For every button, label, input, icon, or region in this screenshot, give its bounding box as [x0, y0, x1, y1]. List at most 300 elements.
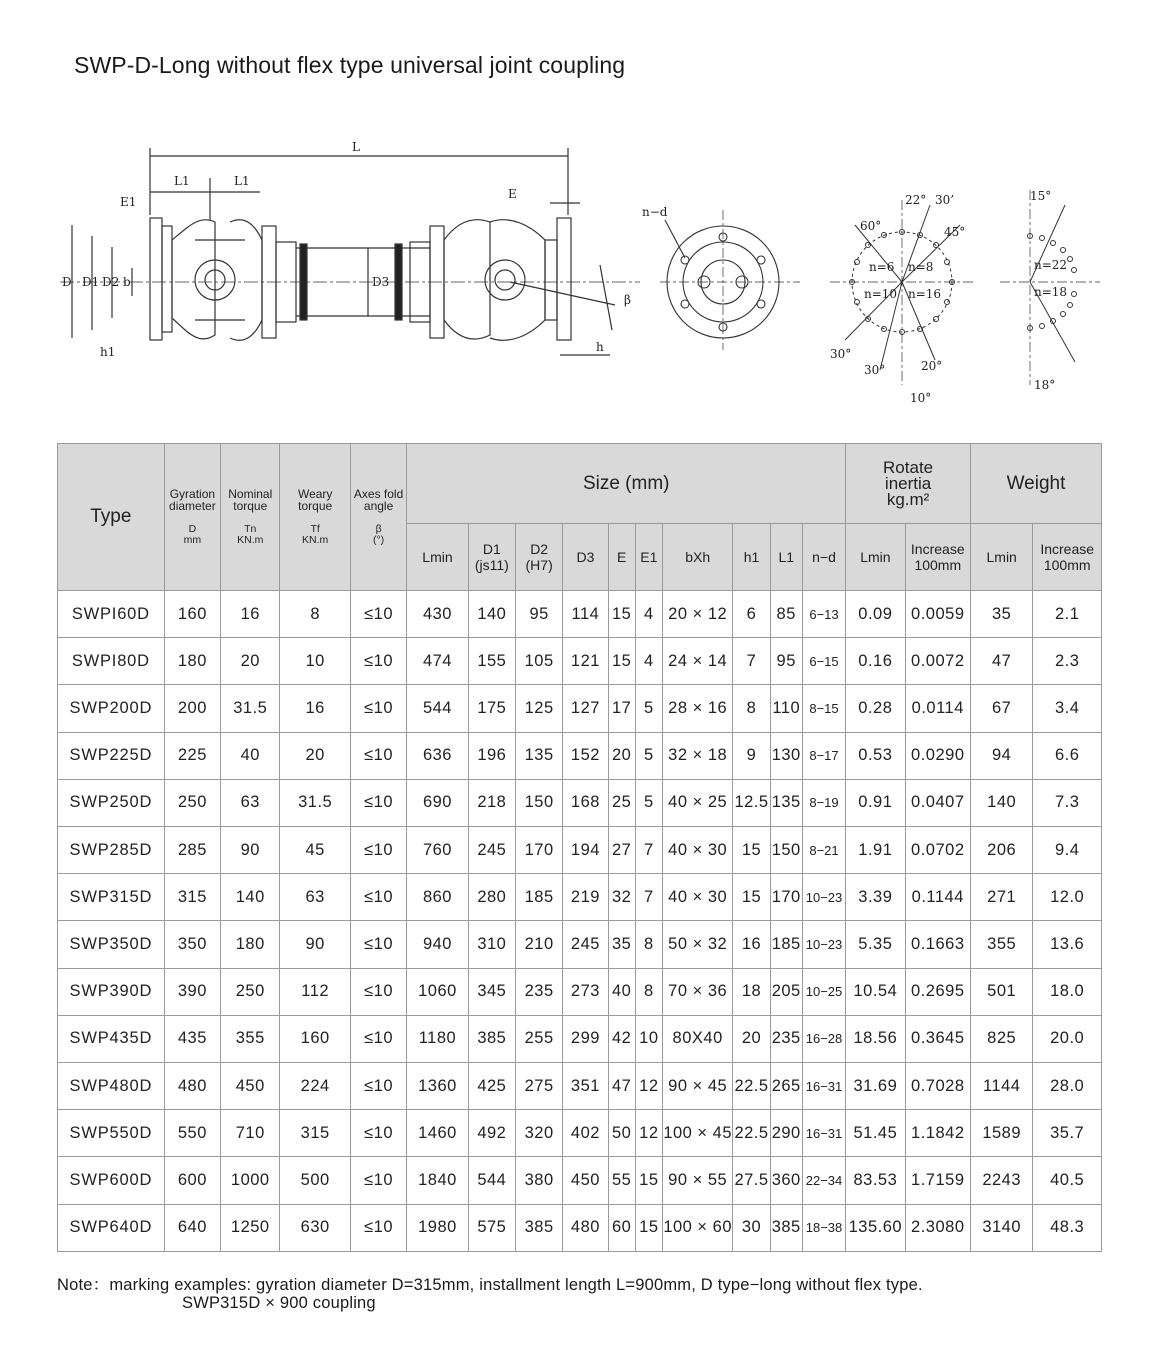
- cell-e1: 12: [635, 1063, 662, 1110]
- cell-axes-angle: ≤10: [350, 874, 406, 921]
- cell-nominal-torque: 1250: [221, 1204, 280, 1251]
- cell-nominal-torque: 450: [221, 1063, 280, 1110]
- cell-weight-increase: 12.0: [1033, 874, 1102, 921]
- cell-bxh: 80X40: [662, 1015, 732, 1062]
- angle-22: 22°: [905, 193, 927, 207]
- cell-type: SWP480D: [58, 1063, 165, 1110]
- cell-d1: 175: [468, 685, 515, 732]
- cell-nominal-torque: 63: [221, 779, 280, 826]
- cell-type: SWP285D: [58, 827, 165, 874]
- cell-h1: 15: [733, 874, 770, 921]
- cell-n-d: 8−15: [802, 685, 845, 732]
- holes-n22: n=22: [1034, 258, 1068, 272]
- cell-lmin: 1460: [407, 1110, 468, 1157]
- holes-n6: n=6: [869, 260, 895, 274]
- cell-rotate-increase: 2.3080: [905, 1204, 970, 1251]
- cell-e: 25: [608, 779, 635, 826]
- cell-e1: 15: [635, 1157, 662, 1204]
- cell-axes-angle: ≤10: [350, 1015, 406, 1062]
- header-nominal-torque: Nominal torque Tn KN.m: [221, 444, 280, 591]
- cell-rotate-lmin: 1.91: [846, 827, 905, 874]
- header-d3: D3: [563, 524, 608, 591]
- cell-lmin: 430: [407, 591, 468, 638]
- cell-gyration-diameter: 225: [164, 732, 220, 779]
- cell-e1: 10: [635, 1015, 662, 1062]
- coupling-spec-table: [57, 443, 1102, 1252]
- cell-d1: 385: [468, 1015, 515, 1062]
- cell-weary-torque: 90: [280, 921, 350, 968]
- cell-weight-lmin: 355: [970, 921, 1032, 968]
- cell-bxh: 100 × 60: [662, 1204, 732, 1251]
- cell-d3: 168: [563, 779, 608, 826]
- header-axes-angle: Axes fold angle β (°): [350, 444, 406, 591]
- cell-h1: 6: [733, 591, 770, 638]
- cell-h1: 15: [733, 827, 770, 874]
- dim-E: E: [508, 187, 517, 201]
- header-type: Type: [58, 444, 165, 591]
- cell-bxh: 40 × 25: [662, 779, 732, 826]
- table-row: [58, 591, 1102, 638]
- cell-d2: 135: [515, 732, 562, 779]
- cell-gyration-diameter: 350: [164, 921, 220, 968]
- cell-d1: 425: [468, 1063, 515, 1110]
- cell-rotate-increase: 1.7159: [905, 1157, 970, 1204]
- holes-n10: n=10: [864, 287, 898, 301]
- angle-10: 10°: [910, 391, 932, 405]
- cell-bxh: 40 × 30: [662, 827, 732, 874]
- cell-rotate-increase: 0.0702: [905, 827, 970, 874]
- cell-d2: 95: [515, 591, 562, 638]
- cell-d1: 218: [468, 779, 515, 826]
- angle-60: 60°: [860, 219, 882, 233]
- cell-l1: 170: [770, 874, 802, 921]
- cell-h1: 27.5: [733, 1157, 770, 1204]
- cell-rotate-lmin: 83.53: [846, 1157, 905, 1204]
- dim-L: L: [352, 140, 360, 154]
- cell-e: 32: [608, 874, 635, 921]
- cell-n-d: 10−25: [802, 968, 845, 1015]
- cell-rotate-lmin: 10.54: [846, 968, 905, 1015]
- cell-gyration-diameter: 315: [164, 874, 220, 921]
- table-row: [58, 874, 1102, 921]
- cell-weary-torque: 20: [280, 732, 350, 779]
- dim-L1-left: L1: [174, 174, 190, 188]
- cell-rotate-increase: 0.0407: [905, 779, 970, 826]
- cell-l1: 235: [770, 1015, 802, 1062]
- cell-gyration-diameter: 250: [164, 779, 220, 826]
- cell-weary-torque: 63: [280, 874, 350, 921]
- cell-e: 60: [608, 1204, 635, 1251]
- cell-weight-increase: 7.3: [1033, 779, 1102, 826]
- cell-weight-increase: 20.0: [1033, 1015, 1102, 1062]
- cell-type: SWPI60D: [58, 591, 165, 638]
- cell-type: SWP350D: [58, 921, 165, 968]
- cell-bxh: 50 × 32: [662, 921, 732, 968]
- cell-axes-angle: ≤10: [350, 827, 406, 874]
- cell-lmin: 1060: [407, 968, 468, 1015]
- cell-n-d: 8−19: [802, 779, 845, 826]
- cell-nominal-torque: 250: [221, 968, 280, 1015]
- table-row: [58, 827, 1102, 874]
- cell-nominal-torque: 140: [221, 874, 280, 921]
- cell-weight-increase: 2.3: [1033, 638, 1102, 685]
- dim-E1: E1: [120, 195, 137, 209]
- cell-l1: 85: [770, 591, 802, 638]
- cell-nominal-torque: 20: [221, 638, 280, 685]
- cell-rotate-increase: 0.0290: [905, 732, 970, 779]
- cell-d3: 351: [563, 1063, 608, 1110]
- note-example: SWP315D × 900 coupling: [182, 1294, 376, 1312]
- cell-d3: 127: [563, 685, 608, 732]
- cell-rotate-lmin: 3.39: [846, 874, 905, 921]
- cell-weary-torque: 160: [280, 1015, 350, 1062]
- cell-weary-torque: 224: [280, 1063, 350, 1110]
- cell-e1: 7: [635, 874, 662, 921]
- header-weight-lmin: Lmin: [970, 524, 1032, 591]
- cell-weight-increase: 35.7: [1033, 1110, 1102, 1157]
- cell-d1: 345: [468, 968, 515, 1015]
- cell-weary-torque: 8: [280, 591, 350, 638]
- cell-d3: 152: [563, 732, 608, 779]
- cell-axes-angle: ≤10: [350, 638, 406, 685]
- cell-type: SWP435D: [58, 1015, 165, 1062]
- cell-type: SWP250D: [58, 779, 165, 826]
- cell-rotate-increase: 0.1663: [905, 921, 970, 968]
- cell-nominal-torque: 1000: [221, 1157, 280, 1204]
- cell-rotate-increase: 0.3645: [905, 1015, 970, 1062]
- angle-15: 15°: [1030, 189, 1052, 203]
- cell-gyration-diameter: 600: [164, 1157, 220, 1204]
- cell-d3: 450: [563, 1157, 608, 1204]
- holes-n8: n=8: [908, 260, 934, 274]
- cell-nominal-torque: 355: [221, 1015, 280, 1062]
- cell-weary-torque: 112: [280, 968, 350, 1015]
- cell-d2: 320: [515, 1110, 562, 1157]
- cell-gyration-diameter: 200: [164, 685, 220, 732]
- cell-d1: 544: [468, 1157, 515, 1204]
- cell-gyration-diameter: 160: [164, 591, 220, 638]
- cell-weight-lmin: 67: [970, 685, 1032, 732]
- cell-rotate-lmin: 135.60: [846, 1204, 905, 1251]
- table-row: [58, 1063, 1102, 1110]
- note-text: Note：marking examples: gyration diameter D=315mm, installment length L=900mm, D type−long without flex type.: [57, 1276, 923, 1294]
- angle-20: 20°: [921, 359, 943, 373]
- header-weight: Weight: [970, 444, 1101, 524]
- cell-h1: 20: [733, 1015, 770, 1062]
- cell-weight-increase: 3.4: [1033, 685, 1102, 732]
- cell-type: SWP315D: [58, 874, 165, 921]
- cell-h1: 30: [733, 1204, 770, 1251]
- cell-l1: 265: [770, 1063, 802, 1110]
- table-row: [58, 968, 1102, 1015]
- cell-type: SWP225D: [58, 732, 165, 779]
- table-row: [58, 921, 1102, 968]
- cell-h1: 12.5: [733, 779, 770, 826]
- cell-weight-lmin: 271: [970, 874, 1032, 921]
- cell-axes-angle: ≤10: [350, 968, 406, 1015]
- cell-weary-torque: 31.5: [280, 779, 350, 826]
- cell-l1: 290: [770, 1110, 802, 1157]
- table-row: [58, 779, 1102, 826]
- cell-bxh: 20 × 12: [662, 591, 732, 638]
- cell-gyration-diameter: 180: [164, 638, 220, 685]
- cell-type: SWPI80D: [58, 638, 165, 685]
- cell-l1: 185: [770, 921, 802, 968]
- cell-bxh: 90 × 45: [662, 1063, 732, 1110]
- dim-D1: D1: [82, 275, 100, 289]
- cell-d1: 196: [468, 732, 515, 779]
- cell-weight-increase: 9.4: [1033, 827, 1102, 874]
- header-d1: D1 (js11): [468, 524, 515, 591]
- cell-lmin: 860: [407, 874, 468, 921]
- cell-bxh: 40 × 30: [662, 874, 732, 921]
- cell-d3: 402: [563, 1110, 608, 1157]
- cell-e1: 5: [635, 685, 662, 732]
- cell-h1: 16: [733, 921, 770, 968]
- cell-axes-angle: ≤10: [350, 591, 406, 638]
- header-size: Size (mm): [407, 444, 846, 524]
- cell-d1: 280: [468, 874, 515, 921]
- dim-h1: h1: [100, 345, 116, 359]
- cell-gyration-diameter: 640: [164, 1204, 220, 1251]
- cell-d3: 273: [563, 968, 608, 1015]
- cell-axes-angle: ≤10: [350, 685, 406, 732]
- angle-18: 18°: [1034, 378, 1056, 392]
- cell-rotate-increase: 0.1144: [905, 874, 970, 921]
- cell-axes-angle: ≤10: [350, 779, 406, 826]
- cell-weary-torque: 630: [280, 1204, 350, 1251]
- cell-weight-lmin: 1144: [970, 1063, 1032, 1110]
- cell-n-d: 8−21: [802, 827, 845, 874]
- cell-weary-torque: 45: [280, 827, 350, 874]
- cell-nominal-torque: 16: [221, 591, 280, 638]
- cell-h1: 7: [733, 638, 770, 685]
- cell-lmin: 474: [407, 638, 468, 685]
- cell-d1: 140: [468, 591, 515, 638]
- dim-D2: D2: [102, 275, 120, 289]
- cell-l1: 130: [770, 732, 802, 779]
- cell-d2: 255: [515, 1015, 562, 1062]
- cell-nominal-torque: 90: [221, 827, 280, 874]
- cell-gyration-diameter: 480: [164, 1063, 220, 1110]
- header-rotate-inertia: Rotate inertia kg.m²: [846, 444, 971, 524]
- cell-e: 27: [608, 827, 635, 874]
- cell-rotate-lmin: 0.28: [846, 685, 905, 732]
- cell-nominal-torque: 710: [221, 1110, 280, 1157]
- cell-e1: 5: [635, 732, 662, 779]
- cell-weight-increase: 13.6: [1033, 921, 1102, 968]
- table-row: [58, 1110, 1102, 1157]
- cell-weight-lmin: 35: [970, 591, 1032, 638]
- cell-n-d: 10−23: [802, 874, 845, 921]
- dim-b: b: [123, 275, 131, 289]
- cell-d2: 185: [515, 874, 562, 921]
- cell-weight-lmin: 501: [970, 968, 1032, 1015]
- header-nd: n−d: [802, 524, 845, 591]
- cell-e1: 15: [635, 1204, 662, 1251]
- cell-l1: 95: [770, 638, 802, 685]
- cell-rotate-lmin: 31.69: [846, 1063, 905, 1110]
- cell-rotate-increase: 0.7028: [905, 1063, 970, 1110]
- cell-d3: 245: [563, 921, 608, 968]
- cell-weight-lmin: 2243: [970, 1157, 1032, 1204]
- cell-h1: 8: [733, 685, 770, 732]
- cell-e1: 4: [635, 638, 662, 685]
- cell-weight-lmin: 94: [970, 732, 1032, 779]
- cell-h1: 9: [733, 732, 770, 779]
- cell-d2: 125: [515, 685, 562, 732]
- cell-n-d: 22−34: [802, 1157, 845, 1204]
- cell-bxh: 100 × 45: [662, 1110, 732, 1157]
- cell-lmin: 636: [407, 732, 468, 779]
- cell-d3: 480: [563, 1204, 608, 1251]
- cell-axes-angle: ≤10: [350, 732, 406, 779]
- cell-weight-lmin: 3140: [970, 1204, 1032, 1251]
- cell-lmin: 760: [407, 827, 468, 874]
- angle-30-a: 30°: [830, 347, 852, 361]
- cell-rotate-lmin: 5.35: [846, 921, 905, 968]
- holes-n16: n=16: [908, 287, 942, 301]
- cell-rotate-increase: 0.0114: [905, 685, 970, 732]
- cell-rotate-increase: 0.2695: [905, 968, 970, 1015]
- cell-d1: 575: [468, 1204, 515, 1251]
- cell-h1: 22.5: [733, 1063, 770, 1110]
- table-row: [58, 1157, 1102, 1204]
- cell-d2: 150: [515, 779, 562, 826]
- cell-l1: 360: [770, 1157, 802, 1204]
- cell-d2: 105: [515, 638, 562, 685]
- cell-e: 55: [608, 1157, 635, 1204]
- cell-weary-torque: 315: [280, 1110, 350, 1157]
- cell-lmin: 544: [407, 685, 468, 732]
- header-h1: h1: [733, 524, 770, 591]
- cell-l1: 385: [770, 1204, 802, 1251]
- cell-d2: 170: [515, 827, 562, 874]
- cell-weight-increase: 48.3: [1033, 1204, 1102, 1251]
- header-bxh: bXh: [662, 524, 732, 591]
- cell-weight-lmin: 1589: [970, 1110, 1032, 1157]
- cell-h1: 22.5: [733, 1110, 770, 1157]
- page-title: SWP-D-Long without flex type universal joint coupling: [74, 52, 626, 78]
- cell-n-d: 6−15: [802, 638, 845, 685]
- cell-n-d: 16−31: [802, 1063, 845, 1110]
- cell-nominal-torque: 31.5: [221, 685, 280, 732]
- cell-axes-angle: ≤10: [350, 1110, 406, 1157]
- table-row: [58, 638, 1102, 685]
- cell-nominal-torque: 180: [221, 921, 280, 968]
- cell-type: SWP200D: [58, 685, 165, 732]
- cell-d1: 155: [468, 638, 515, 685]
- cell-type: SWP390D: [58, 968, 165, 1015]
- cell-weary-torque: 16: [280, 685, 350, 732]
- cell-e: 15: [608, 591, 635, 638]
- cell-e1: 12: [635, 1110, 662, 1157]
- cell-rotate-lmin: 0.53: [846, 732, 905, 779]
- header-weary-torque: Weary torque Tf KN.m: [280, 444, 350, 591]
- flange-holes-label: n−d: [642, 205, 668, 219]
- cell-weight-lmin: 206: [970, 827, 1032, 874]
- table-row: [58, 1015, 1102, 1062]
- cell-e: 35: [608, 921, 635, 968]
- cell-axes-angle: ≤10: [350, 1204, 406, 1251]
- cell-bxh: 70 × 36: [662, 968, 732, 1015]
- angle-45: 45°: [944, 225, 966, 239]
- cell-weary-torque: 10: [280, 638, 350, 685]
- cell-d2: 380: [515, 1157, 562, 1204]
- cell-weight-lmin: 140: [970, 779, 1032, 826]
- header-e: E: [608, 524, 635, 591]
- cell-axes-angle: ≤10: [350, 1063, 406, 1110]
- dim-h: h: [596, 340, 604, 354]
- cell-lmin: 1840: [407, 1157, 468, 1204]
- cell-d3: 299: [563, 1015, 608, 1062]
- cell-n-d: 18−38: [802, 1204, 845, 1251]
- cell-d3: 121: [563, 638, 608, 685]
- cell-e1: 7: [635, 827, 662, 874]
- cell-rotate-lmin: 51.45: [846, 1110, 905, 1157]
- cell-type: SWP600D: [58, 1157, 165, 1204]
- cell-rotate-lmin: 0.16: [846, 638, 905, 685]
- cell-d2: 210: [515, 921, 562, 968]
- cell-n-d: 16−28: [802, 1015, 845, 1062]
- cell-lmin: 940: [407, 921, 468, 968]
- holes-n18: n=18: [1034, 285, 1068, 299]
- cell-gyration-diameter: 550: [164, 1110, 220, 1157]
- cell-type: SWP640D: [58, 1204, 165, 1251]
- cell-n-d: 6−13: [802, 591, 845, 638]
- cell-e: 15: [608, 638, 635, 685]
- table-row: [58, 1204, 1102, 1251]
- cell-bxh: 32 × 18: [662, 732, 732, 779]
- cell-bxh: 28 × 16: [662, 685, 732, 732]
- header-lmin: Lmin: [407, 524, 468, 591]
- cell-d1: 310: [468, 921, 515, 968]
- cell-e: 40: [608, 968, 635, 1015]
- cell-weight-increase: 18.0: [1033, 968, 1102, 1015]
- dim-D3: D3: [372, 275, 390, 289]
- cell-e1: 8: [635, 921, 662, 968]
- cell-e: 20: [608, 732, 635, 779]
- cell-type: SWP550D: [58, 1110, 165, 1157]
- cell-gyration-diameter: 285: [164, 827, 220, 874]
- cell-n-d: 10−23: [802, 921, 845, 968]
- cell-weight-increase: 6.6: [1033, 732, 1102, 779]
- cell-weary-torque: 500: [280, 1157, 350, 1204]
- cell-l1: 150: [770, 827, 802, 874]
- cell-n-d: 8−17: [802, 732, 845, 779]
- cell-d3: 114: [563, 591, 608, 638]
- cell-l1: 110: [770, 685, 802, 732]
- cell-lmin: 1360: [407, 1063, 468, 1110]
- table-row: [58, 732, 1102, 779]
- cell-d3: 194: [563, 827, 608, 874]
- cell-e1: 8: [635, 968, 662, 1015]
- header-d2: D2 (H7): [515, 524, 562, 591]
- cell-l1: 135: [770, 779, 802, 826]
- header-rotate-lmin: Lmin: [846, 524, 905, 591]
- angle-30-b: 30°: [864, 363, 886, 377]
- cell-d2: 275: [515, 1063, 562, 1110]
- technical-drawings: [0, 130, 1159, 420]
- cell-rotate-lmin: 0.09: [846, 591, 905, 638]
- cell-lmin: 1180: [407, 1015, 468, 1062]
- cell-d2: 385: [515, 1204, 562, 1251]
- cell-rotate-increase: 0.0059: [905, 591, 970, 638]
- spec-table-body: [58, 591, 1102, 1252]
- cell-weight-increase: 28.0: [1033, 1063, 1102, 1110]
- cell-bxh: 90 × 55: [662, 1157, 732, 1204]
- cell-e: 42: [608, 1015, 635, 1062]
